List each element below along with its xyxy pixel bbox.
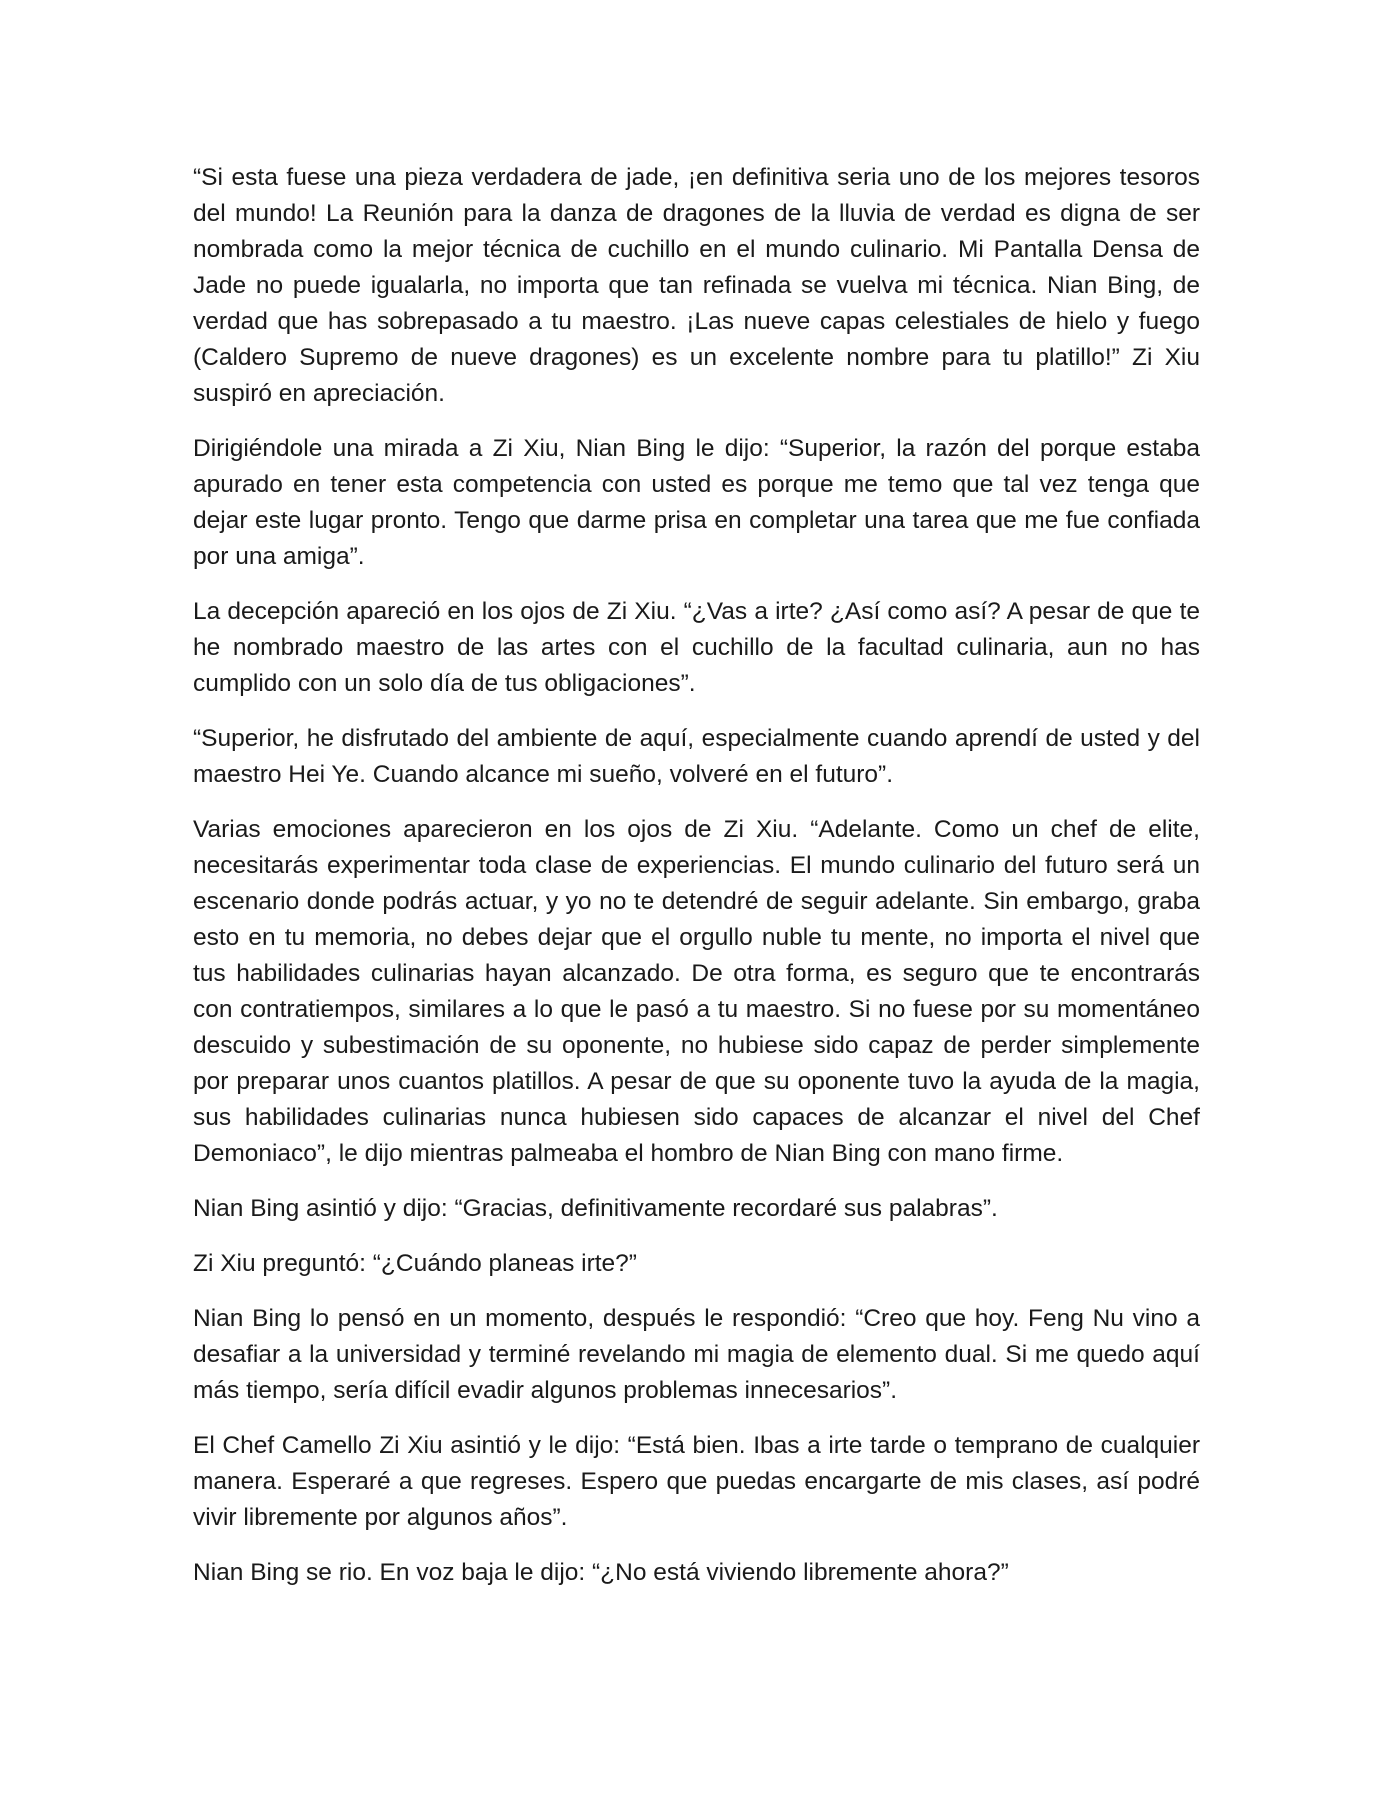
paragraph-5: Varias emociones aparecieron en los ojos de Zi Xiu. “Adelante. Como un chef de elite, necesitarás experimentar toda clase de experiencias. El mundo culinario del futuro será un escenario donde podrás actuar, y yo no te detendré de seguir adelante. Sin embargo, graba esto en tu memoria, no debes dejar que el orgullo nuble tu mente, no importa el nivel que tus habilidades culinarias hayan alcanzado. De otra forma, es seguro que te encontrarás con contratiempos, similares a lo que le pasó a tu maestro. Si no fuese por su momentáneo descuido y subestimación de su oponente, no hubiese sido capaz de perder simplemente por preparar unos cuantos platillos. A pesar de que su oponente tuvo la ayuda de la magia, sus habilidades culinarias nunca hubiesen sido capaces de alcanzar el nivel del Chef Demoniaco”, le dijo mientras palmeaba el hombro de Nian Bing con mano firme.	[193, 816, 1200, 1167]
paragraph-3: La decepción apareció en los ojos de Zi Xiu. “¿Vas a irte? ¿Así como así? A pesar de que te he nombrado maestro de las artes con el cuchillo de la facultad culinaria, aun no has cumplido con un solo día de tus obligaciones”.	[193, 598, 1200, 697]
paragraph-4: “Superior, he disfrutado del ambiente de aquí, especialmente cuando aprendí de usted y del maestro Hei Ye. Cuando alcance mi sueño, volveré en el futuro”.	[193, 725, 1200, 788]
paragraph-6: Nian Bing asintió y dijo: “Gracias, definitivamente recordaré sus palabras”.	[193, 1195, 998, 1222]
paragraph-9: El Chef Camello Zi Xiu asintió y le dijo: “Está bien. Ibas a irte tarde o temprano de cualquier manera. Esperaré a que regreses. Espero que puedas encargarte de mis clases, así podré vivir libremente por algunos años”.	[193, 1432, 1200, 1531]
document-page	[193, 160, 1200, 1610]
paragraph-10: Nian Bing se rio. En voz baja le dijo: “¿No está viviendo libremente ahora?”	[193, 1559, 1009, 1586]
paragraph-8: Nian Bing lo pensó en un momento, después le respondió: “Creo que hoy. Feng Nu vino a desafiar a la universidad y terminé revelando mi magia de elemento dual. Si me quedo aquí más tiempo, sería difícil evadir algunos problemas innecesarios”.	[193, 1305, 1200, 1404]
paragraph-1: “Si esta fuese una pieza verdadera de jade, ¡en definitiva seria uno de los mejores tesoros del mundo! La Reunión para la danza de dragones de la lluvia de verdad es digna de ser nombrada como la mejor técnica de cuchillo en el mundo culinario. Mi Pantalla Densa de Jade no puede igualarla, no importa que tan refinada se vuelva mi técnica. Nian Bing, de verdad que has sobrepasado a tu maestro. ¡Las nueve capas celestiales de hielo y fuego (Caldero Supremo de nueve dragones) es un excelente nombre para tu platillo!” Zi Xiu suspiró en apreciación.	[193, 164, 1200, 407]
paragraph-7: Zi Xiu preguntó: “¿Cuándo planeas irte?”	[193, 1250, 637, 1277]
paragraph-2: Dirigiéndole una mirada a Zi Xiu, Nian Bing le dijo: “Superior, la razón del porque estaba apurado en tener esta competencia con usted es porque me temo que tal vez tenga que dejar este lugar pronto. Tengo que darme prisa en completar una tarea que me fue confiada por una amiga”.	[193, 435, 1200, 570]
